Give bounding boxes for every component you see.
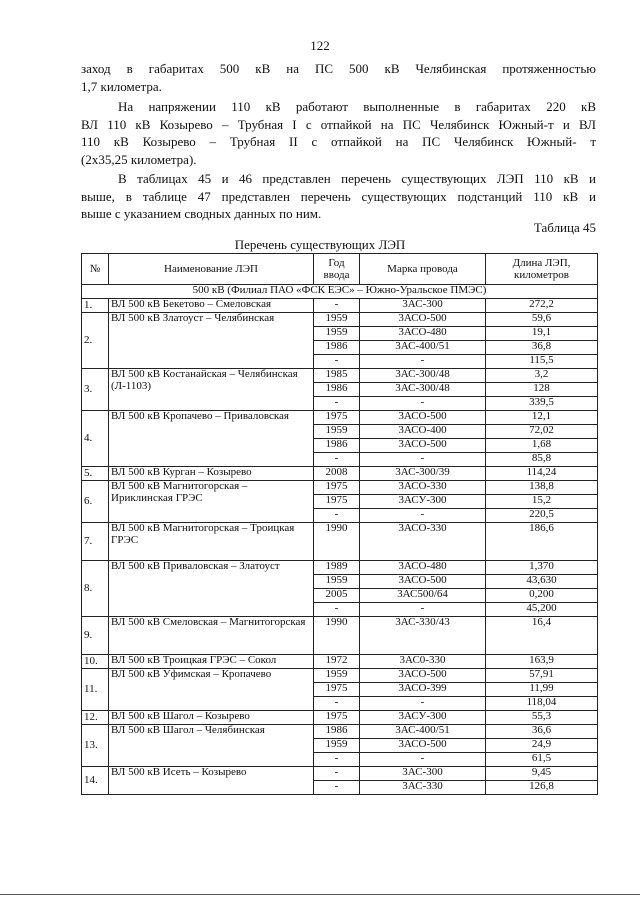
line-length: 0,200 (486, 589, 598, 603)
line-name: ВЛ 500 кВ Шагол – Челябинская (109, 725, 314, 767)
line-number: 8. (82, 561, 109, 617)
commissioning-year: - (314, 767, 360, 781)
line-length: 43,630 (486, 575, 598, 589)
text-line: 110 кВ Козырево – Трубная II с отпайкой на ПС Челябинск Южный- т (81, 134, 596, 149)
commissioning-year: 1959 (314, 327, 360, 341)
table-row (82, 313, 598, 327)
line-length: 163,9 (486, 655, 598, 669)
line-name: ВЛ 500 кВ Магнитогорская – Троицкая ГРЭС (109, 523, 314, 561)
line-number: 5. (82, 467, 109, 481)
line-length: 85,8 (486, 453, 598, 467)
commissioning-year: 1990 (314, 617, 360, 655)
line-length: 126,8 (486, 781, 598, 795)
line-name: ВЛ 500 кВ Уфимская – Кропачево (109, 669, 314, 711)
line-length: 9,45 (486, 767, 598, 781)
wire-brand: 3АС-300 (360, 767, 486, 781)
wire-brand: 3АСО-500 (360, 669, 486, 683)
line-length: 339,5 (486, 397, 598, 411)
line-number: 11. (82, 669, 109, 711)
commissioning-year: 1959 (314, 425, 360, 439)
wire-brand: 3АС-400/51 (360, 725, 486, 739)
commissioning-year: 1975 (314, 481, 360, 495)
line-length: 1,370 (486, 561, 598, 575)
table-row (82, 369, 598, 383)
line-length: 186,6 (486, 523, 598, 561)
table-label: Таблица 45 (533, 220, 596, 235)
commissioning-year: 1959 (314, 575, 360, 589)
wire-brand: 3АС-300/48 (360, 383, 486, 397)
line-length: 24,9 (486, 739, 598, 753)
line-number: 1. (82, 299, 109, 313)
wire-brand: 3АСО-500 (360, 739, 486, 753)
commissioning-year: 1959 (314, 669, 360, 683)
paragraph-1 (81, 60, 596, 95)
commissioning-year: - (314, 509, 360, 523)
line-length: 45,200 (486, 603, 598, 617)
commissioning-year: - (314, 453, 360, 467)
commissioning-year: 1959 (314, 739, 360, 753)
commissioning-year: - (314, 753, 360, 767)
wire-brand: 3АС-300 (360, 299, 486, 313)
commissioning-year: 1986 (314, 383, 360, 397)
table-row (82, 481, 598, 495)
header-year: Год ввода (314, 254, 360, 285)
header-name: Наименование ЛЭП (109, 254, 314, 285)
commissioning-year: 2008 (314, 467, 360, 481)
line-number: 12. (82, 711, 109, 725)
wire-brand: - (360, 753, 486, 767)
commissioning-year: 1986 (314, 439, 360, 453)
wire-brand: 3АСО-480 (360, 561, 486, 575)
wire-brand: 3АСО-330 (360, 481, 486, 495)
line-length: 118,04 (486, 697, 598, 711)
line-length: 272,2 (486, 299, 598, 313)
line-length: 55,3 (486, 711, 598, 725)
header-length: Длина ЛЭП, километров (486, 254, 598, 285)
line-name: ВЛ 500 кВ Курган – Козырево (109, 467, 314, 481)
table-title: Перечень существующих ЛЭП (234, 237, 406, 252)
line-length: 1,68 (486, 439, 598, 453)
wire-brand: 3АСУ-300 (360, 711, 486, 725)
line-length: 61,5 (486, 753, 598, 767)
commissioning-year: 1975 (314, 411, 360, 425)
wire-brand: - (360, 355, 486, 369)
text-line: заход в габаритах 500 кВ на ПС 500 кВ Челябинская протяженностью (81, 61, 596, 76)
header-num: № (82, 254, 109, 285)
commissioning-year: - (314, 299, 360, 313)
line-name: ВЛ 500 кВ Троицкая ГРЭС – Сокол (109, 655, 314, 669)
commissioning-year: 1972 (314, 655, 360, 669)
commissioning-year: - (314, 781, 360, 795)
line-name: ВЛ 500 кВ Златоуст – Челябинская (109, 313, 314, 369)
table-row (82, 561, 598, 575)
line-number: 9. (82, 617, 109, 655)
paragraph-3 (81, 170, 596, 223)
line-number: 10. (82, 655, 109, 669)
commissioning-year: 1986 (314, 341, 360, 355)
line-name: ВЛ 500 кВ Шагол – Козырево (109, 711, 314, 725)
wire-brand: - (360, 697, 486, 711)
table-row (82, 767, 598, 781)
text-line: ВЛ 110 кВ Козырево – Трубная I с отпайкой на ПС Челябинск Южный-т и ВЛ (81, 116, 596, 132)
wire-brand: - (360, 397, 486, 411)
wire-brand: 3АСО-480 (360, 327, 486, 341)
line-number: 14. (82, 767, 109, 795)
line-name: ВЛ 500 кВ Магнитогорская – Ириклинская ГРЭС (109, 481, 314, 523)
text-line: На напряжении 110 кВ работают выполненные в габаритах 220 кВ (118, 99, 596, 114)
commissioning-year: - (314, 697, 360, 711)
commissioning-year: 1986 (314, 725, 360, 739)
line-length: 114,24 (486, 467, 598, 481)
line-length: 138,8 (486, 481, 598, 495)
commissioning-year: - (314, 397, 360, 411)
line-name: ВЛ 500 кВ Бекетово – Смеловская (109, 299, 314, 313)
wire-brand: 3АС500/64 (360, 589, 486, 603)
wire-brand: 3АСУ-300 (360, 495, 486, 509)
table-row (82, 669, 598, 683)
line-length: 11,99 (486, 683, 598, 697)
page-number: 122 (310, 38, 330, 53)
wire-brand: 3АС-400/51 (360, 341, 486, 355)
wire-brand: 3АС-300/48 (360, 369, 486, 383)
commissioning-year: 2005 (314, 589, 360, 603)
line-length: 19,1 (486, 327, 598, 341)
wire-brand: 3АСО-500 (360, 411, 486, 425)
line-length: 128 (486, 383, 598, 397)
line-length: 220,5 (486, 509, 598, 523)
table-row (82, 299, 598, 313)
line-name: ВЛ 500 кВ Костанайская – Челябинская (Л-1103) (109, 369, 314, 411)
wire-brand: 3АСО-500 (360, 575, 486, 589)
line-number: 13. (82, 725, 109, 767)
line-length: 59,6 (486, 313, 598, 327)
wire-brand: - (360, 603, 486, 617)
header-brand: Марка провода (360, 254, 486, 285)
line-length: 36,6 (486, 725, 598, 739)
line-name: ВЛ 500 кВ Исеть – Козырево (109, 767, 314, 795)
wire-brand: 3АС-330/43 (360, 617, 486, 655)
text-line: 1,7 километра. (81, 78, 162, 94)
table-row (82, 617, 598, 655)
commissioning-year: 1985 (314, 369, 360, 383)
table-row (82, 523, 598, 561)
line-name: ВЛ 500 кВ Кропачево – Приваловская (109, 411, 314, 467)
wire-brand: 3АС-300/39 (360, 467, 486, 481)
paragraph-2 (81, 98, 596, 168)
commissioning-year: 1959 (314, 313, 360, 327)
wire-brand: 3АСО-330 (360, 523, 486, 561)
wire-brand: 3АС-330 (360, 781, 486, 795)
table-row (82, 655, 598, 669)
line-length: 57,91 (486, 669, 598, 683)
line-name: ВЛ 500 кВ Приваловская – Златоуст (109, 561, 314, 617)
line-number: 6. (82, 481, 109, 523)
wire-brand: - (360, 509, 486, 523)
text-line: выше, в таблице 47 представлен перечень существующих подстанций 110 кВ и (81, 188, 596, 204)
commissioning-year: 1975 (314, 495, 360, 509)
wire-brand: 3АСО-400 (360, 425, 486, 439)
line-number: 7. (82, 523, 109, 561)
footer-divider (0, 894, 640, 895)
text-line: В таблицах 45 и 46 представлен перечень существующих ЛЭП 110 кВ и (118, 171, 596, 186)
section-row (82, 285, 598, 299)
commissioning-year: 1989 (314, 561, 360, 575)
lep-table (81, 253, 598, 795)
commissioning-year: - (314, 603, 360, 617)
line-length: 15,2 (486, 495, 598, 509)
line-number: 2. (82, 313, 109, 369)
table-row (82, 411, 598, 425)
wire-brand: 3АС0-330 (360, 655, 486, 669)
commissioning-year: 1990 (314, 523, 360, 561)
section-title: 500 кВ (Филиал ПАО «ФСК ЕЭС» – Южно-Уральское ПМЭС) (82, 285, 598, 299)
wire-brand: - (360, 453, 486, 467)
commissioning-year: 1975 (314, 683, 360, 697)
text-line: (2х35,25 километра). (81, 151, 197, 167)
commissioning-year: 1975 (314, 711, 360, 725)
table-row (82, 467, 598, 481)
line-length: 12,1 (486, 411, 598, 425)
line-length: 115,5 (486, 355, 598, 369)
table-row (82, 711, 598, 725)
table-row (82, 725, 598, 739)
wire-brand: 3АСО-399 (360, 683, 486, 697)
wire-brand: 3АСО-500 (360, 313, 486, 327)
line-length: 3,2 (486, 369, 598, 383)
line-length: 16,4 (486, 617, 598, 655)
line-length: 36,8 (486, 341, 598, 355)
table-header-row (82, 254, 598, 285)
line-number: 3. (82, 369, 109, 411)
line-number: 4. (82, 411, 109, 467)
text-line: выше с указанием сводных данных по ним. (81, 206, 322, 221)
commissioning-year: - (314, 355, 360, 369)
line-length: 72,02 (486, 425, 598, 439)
line-name: ВЛ 500 кВ Смеловская – Магнитогорская (109, 617, 314, 655)
wire-brand: 3АСО-500 (360, 439, 486, 453)
